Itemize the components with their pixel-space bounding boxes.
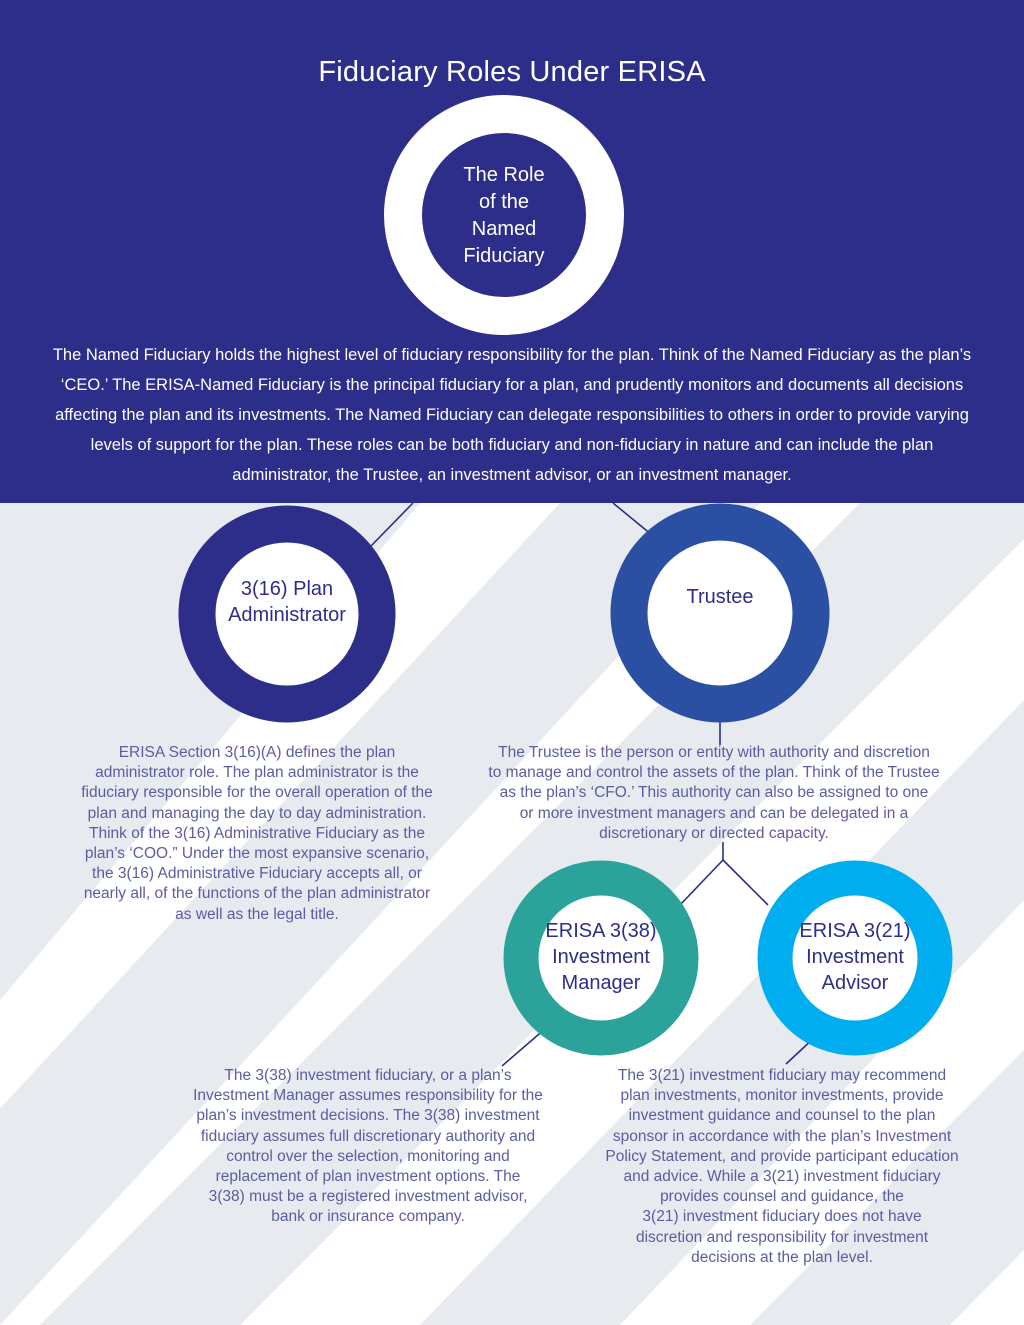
investment-manager-label: ERISA 3(38) Investment Manager xyxy=(545,920,657,994)
investment-manager-description: The 3(38) investment fiduciary, or a plan’s Investment Manager assumes responsibility for the plan’s investment decisions. The 3(38) investment fiduciary assumes full discretionary authority and control over the selection, monitoring and replacement of plan investment options. The 3(38) must be a registered investment advisor, bank or insurance company. xyxy=(193,1067,543,1226)
investment-advisor-label: ERISA 3(21) Investment Advisor xyxy=(799,920,911,994)
investment-advisor-description: The 3(21) investment fiduciary may recommend plan investments, monitor investments, provide investment guidance and counsel to the plan sponsor in accordance with the plan’s Investment Policy Statement, and provide participant education and advice. While a 3(21) investment fiduciary provides counsel and guidance, the 3(21) investment fiduciary does not have discretion and responsibility for investment decisions at the plan level. xyxy=(605,1067,959,1266)
trustee-ring xyxy=(629,522,811,704)
plan-administrator-label: 3(16) Plan Administrator xyxy=(228,578,346,626)
named-fiduciary-description: The Named Fiduciary holds the highest level of fiduciary responsibility for the plan. Think of the Named Fiduciary as the plan’s ‘CEO.’ The ERISA-Named Fiduciary is the principal fiduciary for a plan, and prudently monitors and documents all decisions affecting the plan and its investments. The Named Fiduciary can delegate responsibilities to others in order to provide varying levels of support for the plan. These roles can be both fiduciary and non-fiduciary in nature and can include the plan administrator, the Trustee, an investment advisor, or an investment manager. xyxy=(52,346,972,484)
page-title: Fiduciary Roles Under ERISA xyxy=(318,56,706,88)
trustee-description: The Trustee is the person or entity with authority and discretion to manage and control the assets of the plan. Think of the Trustee as the plan’s ‘CFO.’ This authority can also be assigned to one or more investment managers and can be delegated in a discretionary or directed capacity. xyxy=(488,744,940,842)
plan-administrator-description: ERISA Section 3(16)(A) defines the plan administrator role. The plan administrator is the fiduciary responsible for the overall operation of the plan and managing the day to day administration. Think of the 3(16) Administrative Fiduciary as the plan’s ‘COO.” Under the most expansive scenario, the 3(16) Administrative Fiduciary accepts all, or nearly all, of the functions of the plan administrator as well as the legal title. xyxy=(81,744,433,923)
named-fiduciary-label: The Role of the Named Fiduciary xyxy=(463,164,545,267)
trustee-label: Trustee xyxy=(686,586,754,608)
